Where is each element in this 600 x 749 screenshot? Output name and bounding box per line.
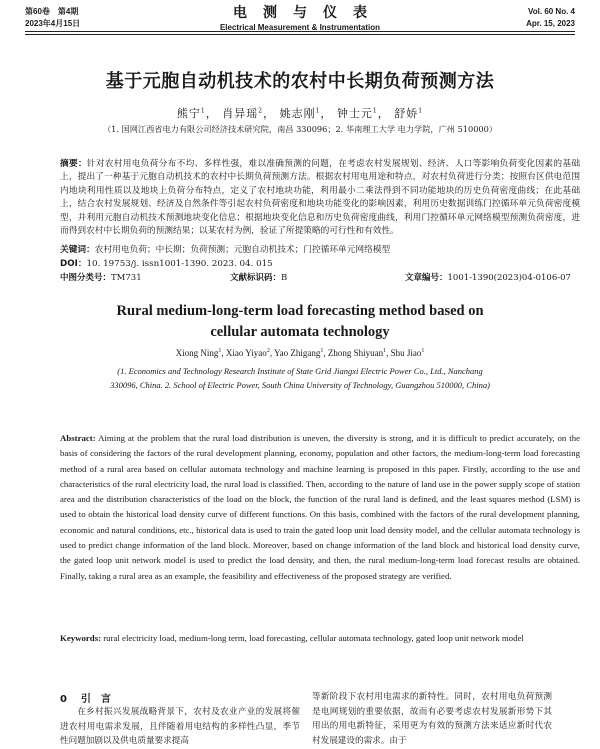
keywords-cn — [60, 244, 580, 257]
affiliation-en: (1. Economics and Technology Research Institute of State Grid Jiangxi Electric Power Co., Ltd., Nanchang 330096, China. 2. School of Electric Power, South China University of Technology, Guangzhou 510000, China) — [110, 366, 490, 390]
keywords-cn-text: 农村用电负荷；中长期；负荷预测；元胞自动机技术；门控循环单元网络模型 — [94, 245, 391, 255]
header-rule-thin — [25, 34, 575, 35]
doc-code: 文献标识码：B — [230, 273, 288, 283]
volume-issue-en: Vol. 60 No. 4 — [528, 7, 575, 16]
abstract-en-label: Abstract: — [60, 433, 96, 443]
issue-date-en: Apr. 15, 2023 — [526, 19, 575, 28]
doi-label: DOI： — [60, 259, 87, 269]
volume-issue: 第60卷 第4期 — [25, 7, 79, 16]
section-number: 0 — [60, 694, 67, 705]
header-right — [526, 6, 575, 30]
author-cn: 姚志刚$^1$ — [279, 107, 321, 120]
author-cn: 舒娇$^1$ — [394, 107, 424, 120]
issue-date: 2023年4月15日 — [25, 19, 81, 28]
abstract-en — [60, 431, 580, 584]
abstract-cn-text: 针对农村用电负荷分布不均、多样性强，难以准确预测的问题，在考虑农村发展规划、经济、人口等影响负荷变化因素的基础上，提出了一种基于元胞自动机技术的农村中长期负荷预测方法。根据农村用电用途和特点，对农村负荷进行分类；按照台区供电范围内地块利用性质以及地块上负荷分布特点，定义了农村地块功能，利用最小二乘法得到不同功能地块的历史负荷密度曲线；在此基础上，结合农村发展规划、经济及自然条件等引起农村负荷密度和地块功能变化的影响因素，利用历史数据训练门控循环单元负荷密度模型，并利用元胞自动机技术预测地块变化信息；根据地块变化信息和历史负荷密度曲线，利用门控循环单元网络模型预测负荷密度，进而得到农村中长期负荷的预测结果；以某农村为例，验证了所提策略的可行性和有效性。 — [60, 159, 581, 237]
intro-right-column: 等新阶段下农村用电需求的新特性。同时，农村用电负荷预测是电网规划的重要依据，故而有必要考虑农村发展新形势下其用出的用电新特征，采用更为有效的预测方法来适应新时代农村发展建设的需求。由于 — [312, 692, 552, 746]
paper-title-cn: 基于元胞自动机技术的农村中长期负荷预测方法 — [105, 71, 495, 92]
author-cn: 肖异瑶$^2$ — [222, 107, 264, 120]
affiliation-cn: （1. 国网江西省电力有限公司经济技术研究院，南昌 330096；2. 华南理工大学 电力学院，广州 510000） — [102, 124, 498, 134]
author-en: Zhong Shiyuan$^1$ — [327, 348, 387, 358]
doi-value: 10. 19753/j. issn1001-1390. 2023. 04. 015 — [86, 259, 273, 269]
abstract-cn-label: 摘要： — [60, 159, 87, 169]
clc: 中图分类号：TM731 — [60, 273, 142, 283]
header-journal — [150, 4, 450, 33]
section-title: 引 言 — [80, 694, 111, 705]
keywords-cn-label: 关键词： — [60, 245, 95, 255]
header-rule-thick — [25, 31, 575, 32]
header-left — [25, 6, 80, 30]
article-number: 文章编号：1001-1390(2023)04-0106-07 — [405, 273, 571, 283]
journal-name-cn: 电测与仪表 — [233, 5, 383, 21]
abstract-cn — [60, 158, 580, 238]
author-en: Xiong Ning$^1$ — [175, 348, 222, 358]
keywords-en — [60, 631, 580, 645]
keywords-en-label: Keywords: — [60, 633, 102, 643]
paper-title-en: Rural medium-long-term load forecasting method based on cellular automata technology — [116, 303, 484, 340]
author-en: Shu Jiao$^1$ — [390, 348, 425, 358]
author-en: Yao Zhigang$^1$ — [273, 348, 324, 358]
author-cn: 钟士元$^1$ — [336, 107, 378, 120]
author-cn: 熊宁$^1$ — [176, 107, 206, 120]
abstract-en-text: Aiming at the problem that the rural load distribution is uneven, the diversity is strong, and it is difficult to predict accurately, on the basis of considering the factors of the rural development planning, economy, population and other factors, the medium-long-term load forecasting method of a rural area based on cellular automata technology and machine learning is proposed in this paper. Firstly, according to the use and characteristics of the rural electricity load, the rural load is classified. Then, according to the nature of land use in the power supply scope of station area and the distribution characteristics of the load on the block, the function of the rural land is defined, and the least squares method (LSM) is used to obtain the historical load density curve of different functions. On this basis, combined with the factors of the rural development planning, economic and natural conditions, etc., historical data is used to train the gated loop unit load density model, and the cellular automata technology is used to predict change information of the land block. Moreover, based on change information of the land block and historical load density curve, the gated loop unit network model is used to predict the load density, and then, the rural medium-long-term load forecast results are obtained. Finally, taking a rural area as an example, the feasibility and effectiveness of the proposed strategy are verified. — [60, 433, 580, 581]
author-list-en: Xiong Ning$^1$, Xiao Yiyao$^2$, Yao Zhigang$^1$, Zhong Shiyuan$^1$, Shu Jiao$^1$ — [175, 348, 425, 358]
section-heading-intro — [60, 690, 111, 705]
author-en: Xiao Yiyao$^2$ — [225, 348, 270, 358]
doi-line — [60, 258, 580, 271]
intro-left-column: 在乡村振兴发展战略背景下，农村及农业产业的发展将催进农村用电需求发展，且伴随着用电结构的多样性凸显，季节性问题加剧以及供电质量要求提高 — [60, 707, 300, 746]
keywords-en-text: rural electricity load, medium-long term, load forecasting, cellular automata technology, gated loop unit network model — [103, 633, 524, 643]
journal-name-en: Electrical Measurement & Instrumentation — [219, 23, 381, 32]
author-list-cn: 熊宁$^1$， 肖异瑶$^2$， 姚志刚$^1$， 钟士元$^1$， 舒娇$^1$ — [176, 107, 424, 120]
